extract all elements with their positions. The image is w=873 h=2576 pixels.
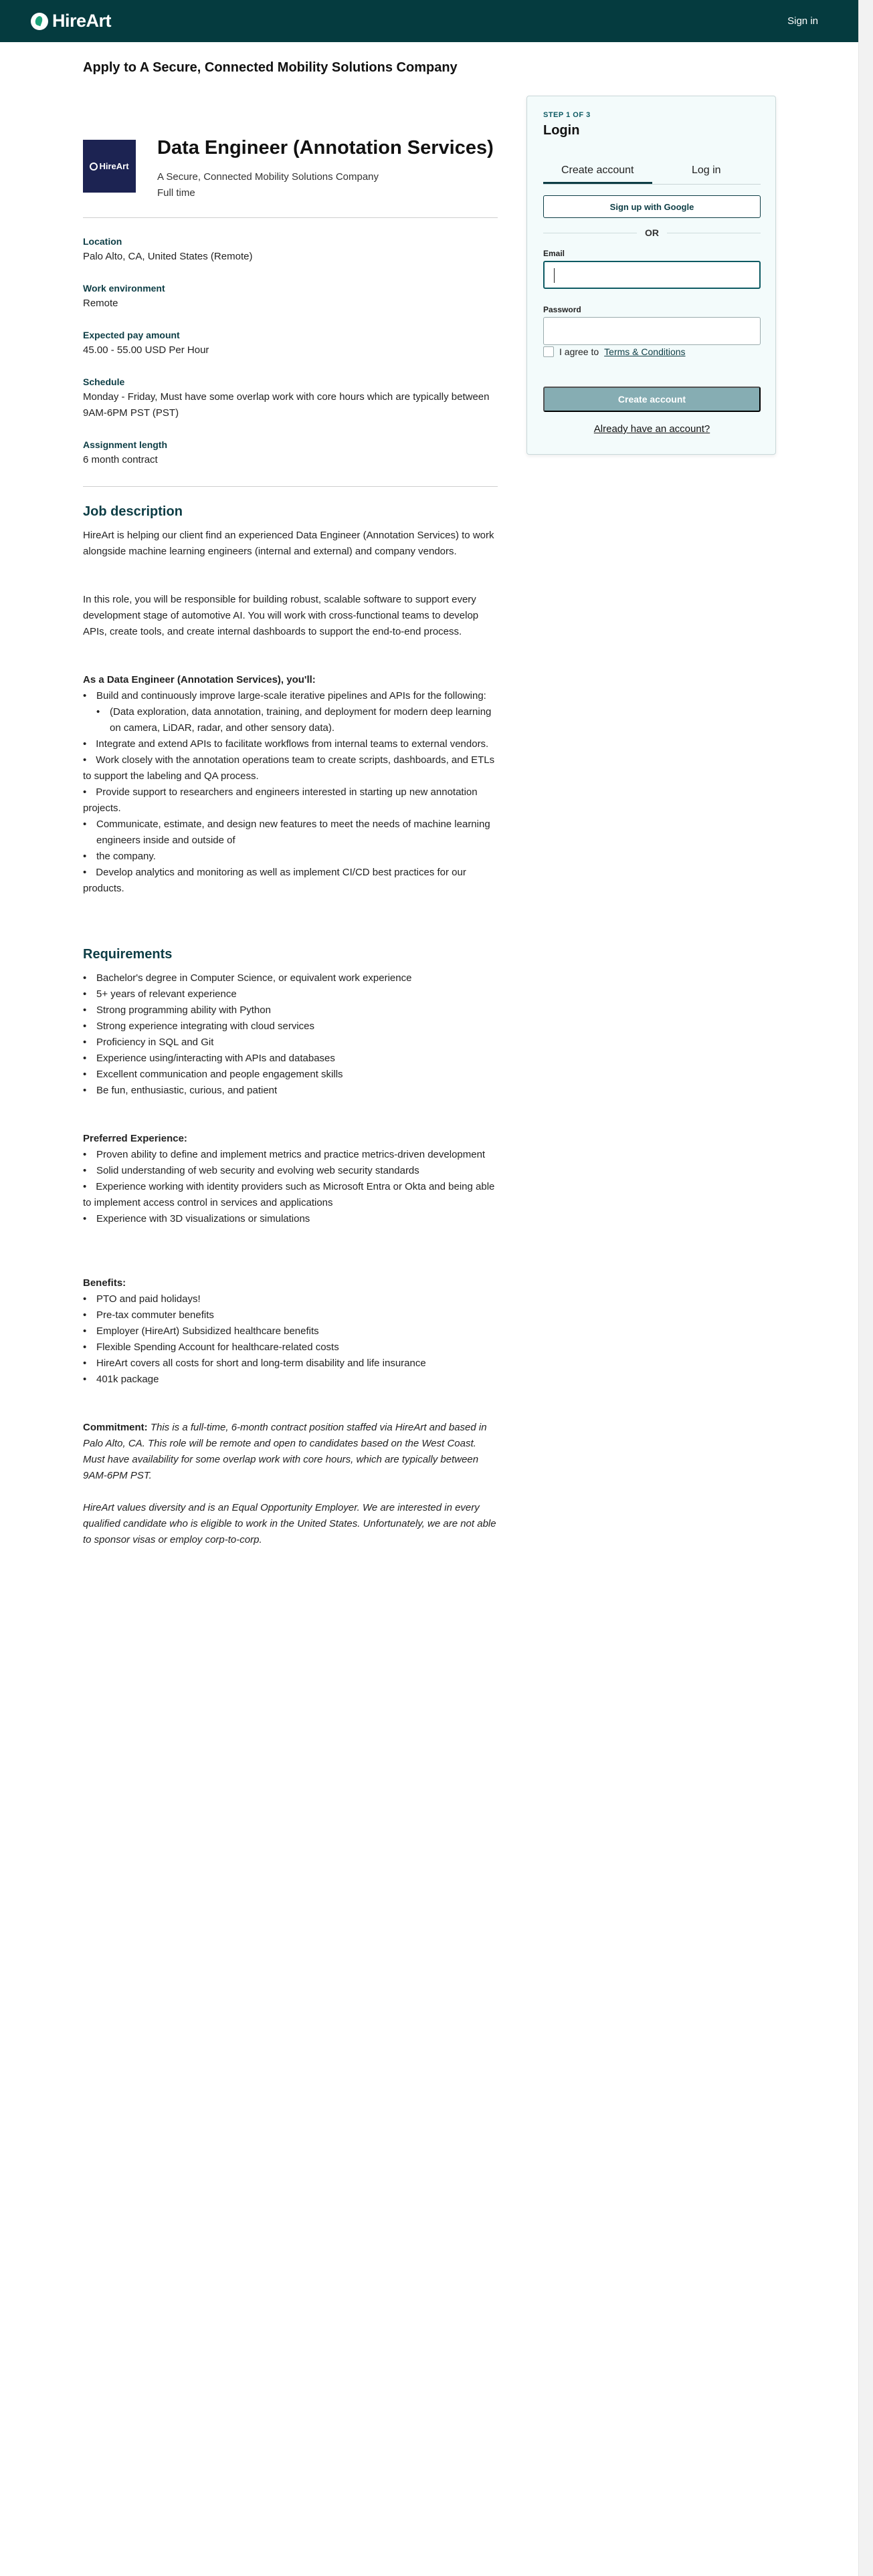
- hireart-leaf-icon: [31, 13, 48, 30]
- scrollbar[interactable]: [858, 0, 873, 2576]
- terms-checkbox[interactable]: [543, 346, 554, 357]
- description-paragraph: In this role, you will be responsible for building robust, scalable software to support every development stage of automotive AI. You will work with cross-functional teams to develop APIs, create tools, and create internal dashboards to support the end-to-end process.: [83, 594, 479, 637]
- commitment-paragraph: [83, 1420, 498, 1484]
- responsibilities-heading: As a Data Engineer (Annotation Services), you'll:: [83, 674, 316, 685]
- list-item: • 5+ years of relevant experience: [83, 986, 498, 1002]
- list-item: • Flexible Spending Account for healthcare-related costs: [83, 1339, 498, 1356]
- text-cursor: [554, 268, 555, 283]
- responsibilities-list: [83, 688, 498, 897]
- pay-value: 45.00 - 55.00 USD Per Hour: [83, 344, 209, 356]
- list-item-text: Develop analytics and monitoring as well as implement CI/CD best practices for our products.: [83, 867, 466, 894]
- preferred-experience-list: [83, 1147, 498, 1227]
- top-navigation-bar: [0, 0, 858, 42]
- preferred-experience-heading: Preferred Experience:: [83, 1133, 187, 1144]
- list-item: • Excellent communication and people engagement skills: [83, 1067, 498, 1083]
- password-field[interactable]: [543, 317, 761, 345]
- eeo-statement: HireArt values diversity and is an Equal Opportunity Employer. We are interested in every qualified candidate who is eligible to work in the United States. Unfortunately, we are not able to sponsor visas or employ corp-to-corp.: [83, 1502, 496, 1545]
- assignment-length-value: 6 month contract: [83, 454, 158, 465]
- requirements-list: [83, 970, 498, 1099]
- job-description-heading: Job description: [83, 504, 183, 519]
- list-item: • Bachelor's degree in Computer Science, or equivalent work experience: [83, 970, 498, 986]
- tab-log-in[interactable]: Log in: [691, 165, 721, 176]
- benefits-heading: Benefits:: [83, 1277, 126, 1289]
- list-item: • Integrate and extend APIs to facilitate workflows from internal teams to external vendors.: [83, 738, 489, 750]
- password-label: Password: [543, 305, 581, 314]
- list-item: • Strong programming ability with Python: [83, 1002, 498, 1018]
- company-logo-text: HireArt: [99, 161, 129, 171]
- hireart-logo[interactable]: [31, 11, 111, 31]
- already-have-account-link[interactable]: Already have an account?: [593, 423, 710, 435]
- commitment-text: This is a full-time, 6-month contract position staffed via HireArt and based in Palo Alto, CA. This role will be remote and open to candidates based on the West Coast. Must have availability for some overlap work with core hours, which are typically between 9AM-6PM PST.: [83, 1422, 487, 1481]
- list-item: • Proficiency in SQL and Git: [83, 1035, 498, 1051]
- auth-tabs: [543, 162, 761, 185]
- terms-link[interactable]: Terms & Conditions: [604, 346, 686, 357]
- google-signup-button[interactable]: Sign up with Google: [543, 195, 761, 218]
- schedule-label: Schedule: [83, 377, 125, 387]
- sign-in-link[interactable]: Sign in: [787, 15, 818, 27]
- email-label: Email: [543, 249, 565, 258]
- schedule-value: Monday - Friday, Must have some overlap work with core hours which are typically between 9AM-6PM PST (PST): [83, 391, 490, 419]
- step-indicator: STEP 1 OF 3: [543, 111, 591, 119]
- list-item: • Solid understanding of web security and evolving web security standards: [83, 1163, 498, 1179]
- or-separator: [543, 226, 761, 239]
- terms-agreement: [543, 346, 686, 357]
- divider: [83, 486, 498, 487]
- list-item: • Build and continuously improve large-scale iterative pipelines and APIs for the following:: [83, 688, 498, 704]
- commitment-label: Commitment:: [83, 1422, 148, 1433]
- benefits-list: [83, 1291, 498, 1388]
- list-item: • Communicate, estimate, and design new features to meet the needs of machine learning engineers inside and outside of: [83, 817, 498, 849]
- work-environment-value: Remote: [83, 298, 118, 309]
- list-item: • Proven ability to define and implement metrics and practice metrics-driven development: [83, 1147, 498, 1163]
- list-item: • Strong experience integrating with cloud services: [83, 1018, 498, 1035]
- divider: [83, 217, 498, 218]
- location-value: Palo Alto, CA, United States (Remote): [83, 251, 253, 262]
- or-text: OR: [645, 227, 659, 238]
- job-title: Data Engineer (Annotation Services): [157, 137, 494, 158]
- list-item: • (Data exploration, data annotation, training, and deployment for modern deep learning on camera, LiDAR, radar, and other sensory data).: [83, 704, 498, 736]
- email-field[interactable]: [543, 261, 761, 289]
- list-item: • Provide support to researchers and engineers interested in starting up new annotation projects.: [83, 786, 478, 814]
- list-item-text: Work closely with the annotation operations team to create scripts, dashboards, and ETLs to support the labeling and QA process.: [83, 754, 495, 782]
- list-item-text: Provide support to researchers and engineers interested in starting up new annotation projects.: [83, 786, 478, 814]
- job-type: Full time: [157, 187, 195, 199]
- company-name: A Secure, Connected Mobility Solutions Company: [157, 171, 379, 183]
- brand-name: HireArt: [52, 11, 112, 31]
- requirements-heading: Requirements: [83, 947, 173, 962]
- company-logo: [83, 140, 136, 193]
- list-item: • Work closely with the annotation operations team to create scripts, dashboards, and ETLs to support the labeling and QA process.: [83, 754, 495, 782]
- list-item: • Be fun, enthusiastic, curious, and patient: [83, 1083, 498, 1099]
- list-item: • HireArt covers all costs for short and long-term disability and life insurance: [83, 1356, 498, 1372]
- page-title: Apply to A Secure, Connected Mobility Solutions Company: [83, 60, 458, 75]
- list-item-text: Integrate and extend APIs to facilitate workflows from internal teams to external vendors.: [96, 738, 489, 750]
- agree-prefix: I agree to: [559, 346, 599, 357]
- pay-label: Expected pay amount: [83, 330, 180, 340]
- login-panel: [526, 96, 776, 455]
- list-item: • Develop analytics and monitoring as well as implement CI/CD best practices for our products.: [83, 867, 466, 894]
- list-item: • 401k package: [83, 1372, 498, 1388]
- list-item: • the company.: [83, 849, 498, 865]
- create-account-button[interactable]: Create account: [543, 387, 761, 412]
- hireart-logo-icon: [90, 163, 98, 171]
- list-item: • Pre-tax commuter benefits: [83, 1307, 498, 1323]
- list-item: • Experience using/interacting with APIs and databases: [83, 1051, 498, 1067]
- list-item: • PTO and paid holidays!: [83, 1291, 498, 1307]
- list-item: • Experience working with identity providers such as Microsoft Entra or Okta and being able to implement access control in services and applications: [83, 1181, 495, 1208]
- list-item: • Employer (HireArt) Subsidized healthcare benefits: [83, 1323, 498, 1339]
- assignment-length-label: Assignment length: [83, 439, 168, 450]
- location-label: Location: [83, 236, 122, 247]
- work-environment-label: Work environment: [83, 283, 165, 294]
- description-paragraph: HireArt is helping our client find an experienced Data Engineer (Annotation Services) to work alongside machine learning engineers (internal and external) and company vendors.: [83, 530, 494, 557]
- list-item: • Experience with 3D visualizations or simulations: [83, 1211, 498, 1227]
- tab-create-account[interactable]: Create account: [543, 162, 652, 184]
- list-item-text: Experience working with identity providers such as Microsoft Entra or Okta and being able to implement access control in services and applications: [83, 1181, 495, 1208]
- login-title: Login: [543, 123, 580, 138]
